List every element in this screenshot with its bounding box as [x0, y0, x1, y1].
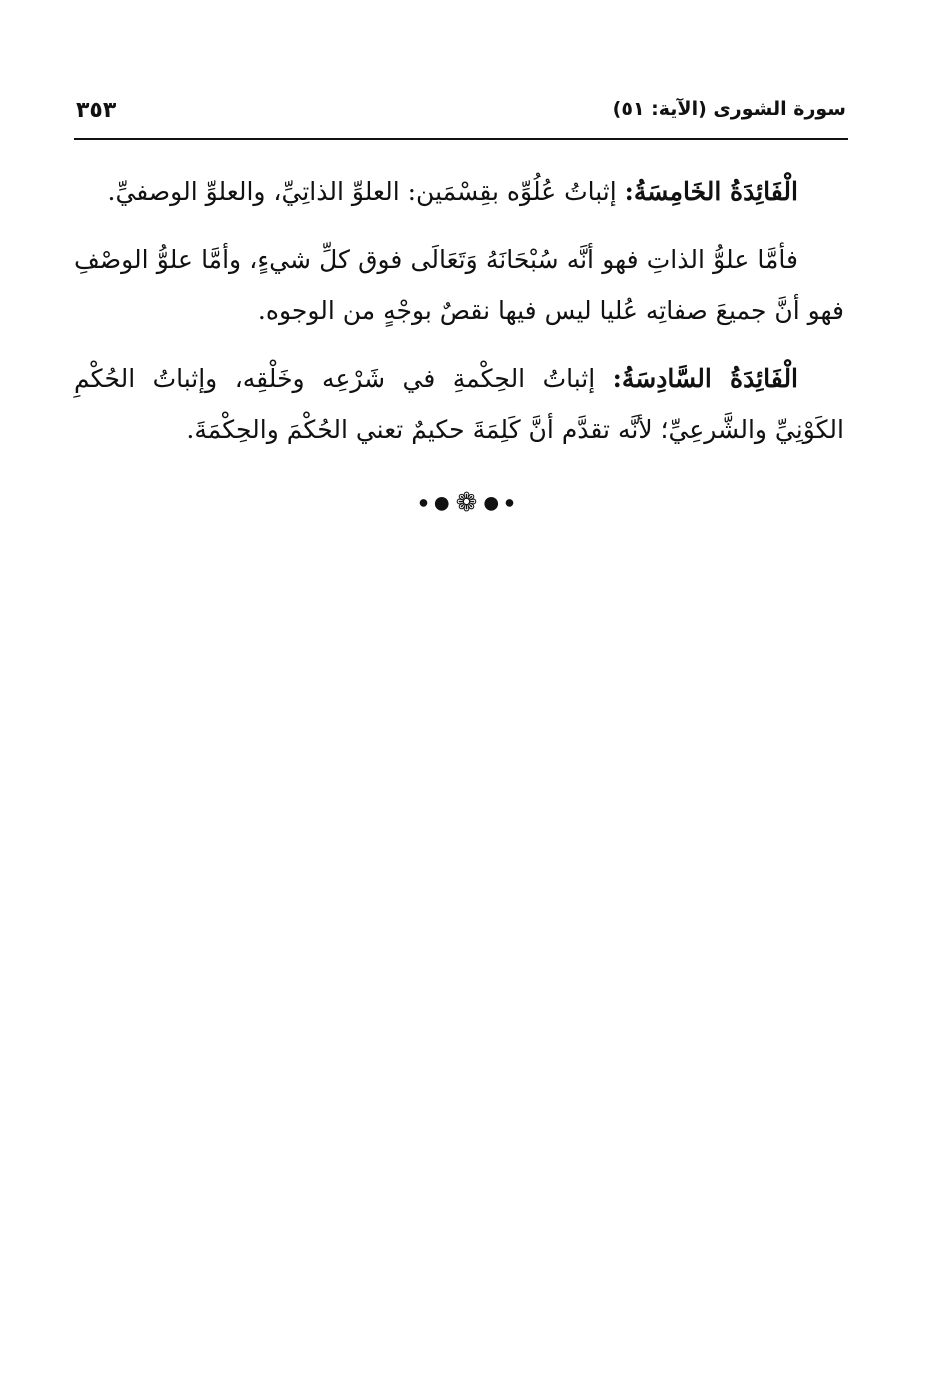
page-header [74, 96, 848, 134]
paragraph-heading: الْفَائِدَةُ السَّادِسَةُ: [612, 364, 799, 393]
running-title: سورة الشورى (الآية: ٥١) [612, 98, 846, 120]
floral-divider-icon: ●●❁●● [419, 488, 520, 518]
header-divider [74, 138, 848, 140]
paragraph-benefit-five [74, 166, 844, 217]
paragraph-text: فأمَّا علوُّ الذاتِ فهو أنَّه سُبْحَانَهُ وَتَعَالَى فوق كلِّ شيءٍ، وأمَّا علوُّ الوصْفِ فهو أنَّ جميعَ صفاتِه عُليا ليس فيها نقصٌ بوجْهٍ من الوجوه. [74, 245, 844, 325]
paragraph-benefit-six [74, 353, 844, 455]
paragraph-text: إثباتُ الحِكْمةِ في شَرْعِه وخَلْقِه، وإثباتُ الحُكْمِ الكَوْنِيِّ والشَّرعِيِّ؛ لأنَّه تقدَّم أنَّ كَلِمَةَ حكيمٌ تعني الحُكْمَ والحِكْمَةَ. [74, 364, 844, 444]
paragraph-text: إثباتُ عُلُوِّه بقِسْمَين: العلوِّ الذاتِيِّ، والعلوِّ الوصفيِّ. [107, 177, 625, 206]
paragraph-explanation [74, 234, 844, 336]
paragraph-heading: الْفَائِدَةُ الخَامِسَةُ: [624, 177, 798, 206]
page-number: ٣٥٣ [76, 98, 117, 123]
main-text [74, 166, 844, 472]
